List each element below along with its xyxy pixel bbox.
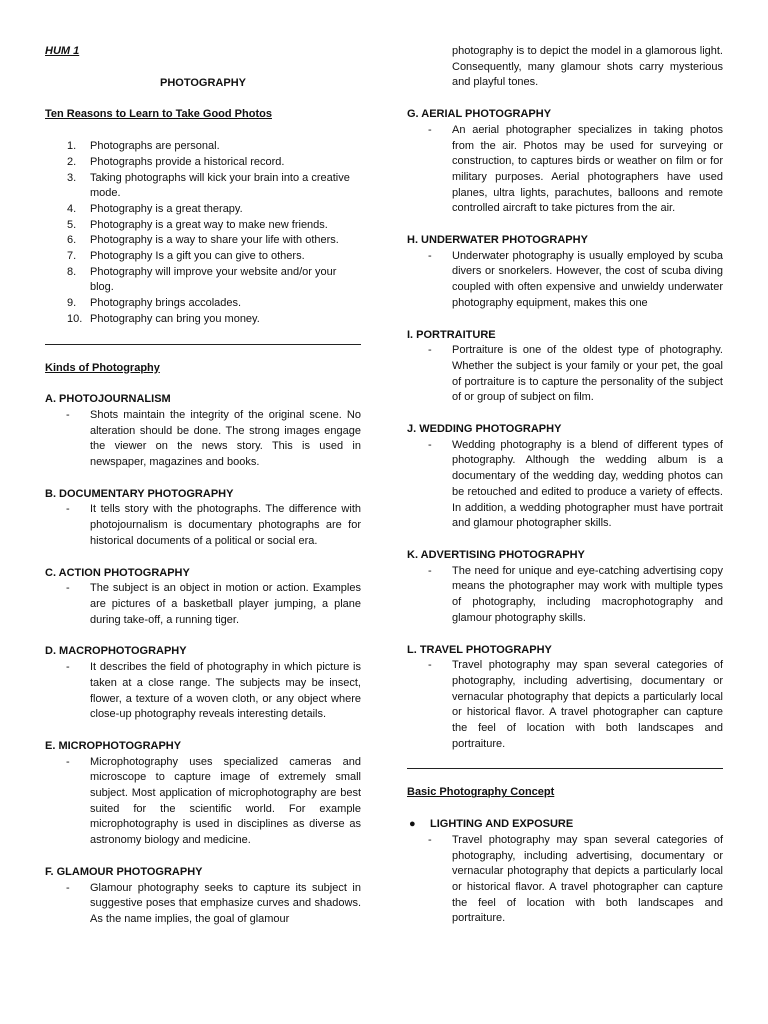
list-text: Photography is a great therapy. [90, 202, 243, 215]
list-number: 5. [67, 218, 77, 231]
list-text: Photography can bring you money. [90, 312, 260, 325]
kind-title: L. TRAVEL PHOTOGRAPHY [407, 643, 552, 656]
kind-title: A. PHOTOJOURNALISM [45, 393, 171, 406]
list-number: 8. [67, 265, 77, 278]
list-item [45, 171, 361, 202]
list-number: 4. [67, 202, 77, 215]
kind-section-underwater [407, 233, 723, 312]
glamour-continuation: photography is to depict the model in a glamorous light. Consequently, many glamour shots carry mysterious and playful tones. [452, 45, 723, 89]
dash-marker: - [66, 408, 70, 421]
kind-description: Travel photography may span several categories of photography, including advertising, documentary or vernacular photography that depicts a particularly local or historical flavor. A travel photographer can capture the feel of location with both landscapes and portraiture. [452, 659, 723, 750]
list-item [45, 265, 361, 296]
list-text: Photography is a great way to make new friends. [90, 218, 328, 231]
concept-item-description: Travel photography may span several categories of photography, including advertising, documentary or vernacular photography that depicts a particularly local or historical flavor. A travel photographer can capture the feel of location with both landscapes and portraiture. [452, 833, 723, 925]
reasons-list [45, 139, 361, 327]
reasons-heading: Ten Reasons to Learn to Take Good Photos [45, 108, 272, 121]
kind-section-wedding [407, 422, 723, 532]
dash-marker: - [66, 503, 70, 516]
dash-marker: - [428, 123, 432, 136]
kind-description: Shots maintain the integrity of the original scene. No alteration should be done. The strong images engage the viewer on the news story. This is used in newspaper, magazines and books. [90, 408, 361, 469]
kind-title: D. MACROPHOTOGRAPHY [45, 645, 187, 658]
kind-section-microphotography [45, 739, 361, 849]
list-item [45, 155, 361, 171]
list-text: Photography brings accolades. [90, 297, 242, 310]
kind-title: K. ADVERTISING PHOTOGRAPHY [407, 548, 585, 561]
concept-item-title: LIGHTING AND EXPOSURE [430, 818, 574, 831]
list-item [45, 139, 361, 155]
dash-marker: - [428, 659, 432, 672]
list-text: Photography is a way to share your life with others. [90, 234, 339, 247]
kind-description: Microphotography uses specialized cameras and microscope to capture image of extremely small subject. Most application of microphotography are best suited for the scientific world. For example microphotography is used in disciplines as diverse as astronomy biology and medicine. [90, 755, 361, 847]
kind-description: Glamour photography seeks to capture its subject in suggestive poses that emphasize curves and shadows. As the name implies, the goal of glamour [90, 881, 361, 925]
kind-description: Portraiture is one of the oldest type of photography. Whether the subject is your family or your pet, the goal of portraiture is to capture the personality of the subject of or group of subject on film. [452, 344, 723, 404]
list-item [45, 233, 361, 249]
list-item [45, 312, 361, 328]
list-number: 2. [67, 155, 77, 168]
kind-description: Underwater photography is usually employed by scuba divers or snorkelers. However, the cost of scuba diving coupled with often expensive and unwieldy underwater photography equipment, makes this one [452, 249, 723, 309]
section-divider [407, 768, 723, 769]
kind-description: Wedding photography is a blend of different types of photography. Although the wedding album is a documentary of the wedding day, wedding photos can be retouched and edited to produce a variety of effects. In addition, a wedding photographer must have portrait and glamour photographer skills. [452, 438, 723, 530]
kind-description: It describes the field of photography in which picture is taken at a close range. The subjects may be insect, flower, a texture of a woven cloth, or any object where close-up photography reveals interesting details. [90, 661, 361, 721]
kind-section-macrophotography [45, 644, 361, 723]
kind-title: G. AERIAL PHOTOGRAPHY [407, 108, 552, 121]
kind-title: C. ACTION PHOTOGRAPHY [45, 566, 190, 579]
kinds-heading: Kinds of Photography [45, 361, 160, 374]
list-item [45, 218, 361, 234]
dash-marker: - [428, 564, 432, 577]
kind-title: H. UNDERWATER PHOTOGRAPHY [407, 234, 588, 247]
list-number: 10. [67, 312, 83, 325]
list-number: 7. [67, 250, 77, 263]
dash-marker: - [428, 249, 432, 262]
kind-title: J. WEDDING PHOTOGRAPHY [407, 423, 562, 436]
list-item [45, 249, 361, 265]
list-item [45, 202, 361, 218]
kind-title: I. PORTRAITURE [407, 328, 496, 341]
kind-section-travel [407, 643, 723, 753]
right-column [407, 44, 723, 927]
list-number: 9. [67, 297, 77, 310]
kind-section-glamour [45, 865, 361, 928]
list-text: Photography Is a gift you can give to others. [90, 250, 305, 263]
list-number: 6. [67, 234, 77, 247]
list-text: Photography will improve your website and/or your blog. [90, 265, 337, 294]
kind-title: B. DOCUMENTARY PHOTOGRAPHY [45, 487, 234, 500]
dash-marker: - [428, 833, 432, 846]
kind-title: E. MICROPHOTOGRAPHY [45, 739, 182, 752]
dash-marker: - [66, 582, 70, 595]
course-code: HUM 1 [45, 45, 80, 57]
kind-section-portraiture [407, 328, 723, 407]
kind-section-documentary [45, 487, 361, 550]
list-text: Photographs provide a historical record. [90, 155, 285, 168]
kind-section-aerial [407, 107, 723, 217]
left-column [45, 44, 361, 944]
list-text: Photographs are personal. [90, 140, 220, 153]
page-title: PHOTOGRAPHY [160, 76, 246, 89]
dash-marker: - [428, 344, 432, 357]
dash-marker: - [66, 755, 70, 768]
kind-description: It tells story with the photographs. The difference with photojournalism is documentary photographs are for historical documents of a political or social era. [90, 503, 361, 547]
kind-section-action [45, 566, 361, 629]
list-text: Taking photographs will kick your brain into a creative mode. [90, 171, 350, 200]
dash-marker: - [66, 881, 70, 894]
kind-section-advertising [407, 548, 723, 627]
section-divider [45, 344, 361, 345]
concept-heading: Basic Photography Concept [407, 786, 555, 799]
kind-section-photojournalism [45, 392, 361, 471]
list-number: 1. [67, 140, 77, 153]
bullet-icon: ● [409, 818, 416, 831]
list-number: 3. [67, 171, 77, 184]
kind-description: The need for unique and eye-catching advertising copy means the photographer may work with multiple types of photography, including macrophotography and glamour photography skills. [452, 564, 723, 624]
list-item [45, 296, 361, 312]
dash-marker: - [66, 661, 70, 674]
kind-description: An aerial photographer specializes in taking photos from the air. Photos may be used for surveying or construction, to captures birds or weather on film or for military purposes. Aerial photographers have used planes, ultra lights, parachutes, balloons and remote controlled aircraft to take pictures from the air. [452, 123, 723, 215]
kind-description: The subject is an object in motion or action. Examples are pictures of a basketball player jumping, a plane during take-off, a running tiger. [90, 582, 361, 626]
dash-marker: - [428, 438, 432, 451]
kind-title: F. GLAMOUR PHOTOGRAPHY [45, 865, 203, 878]
